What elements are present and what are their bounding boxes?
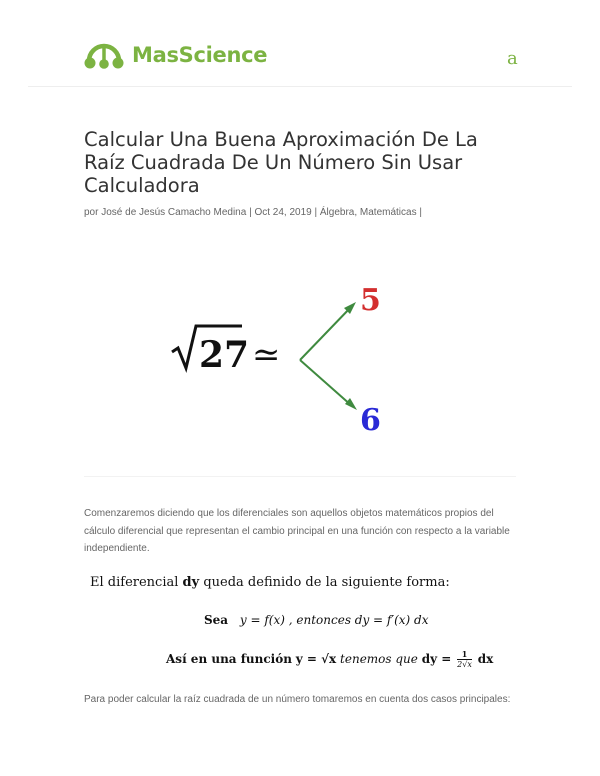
formula-asi-line [166,650,493,669]
formula-asi-text-2: tenemos que [340,652,418,666]
brand-name: MasScience [132,43,268,67]
radicand: 27 [199,334,250,376]
formula-fraction-numerator: 1 [457,650,472,660]
approx-symbol: ≃ [252,335,281,375]
formula-sea-line [204,613,429,627]
formula-asi-dx: dx [477,652,494,666]
menu-toggle[interactable]: a [507,48,518,69]
formula-sea-expr: y = f(x) , entonces dy = f′(x) dx [239,613,429,627]
post-meta: por José de Jesús Camacho Medina | Oct 24, 2019 | Álgebra, Matemáticas | [84,207,422,218]
formula-fraction-denominator: 2√x [457,660,472,669]
featured-image [150,270,440,450]
arrow-down [300,360,352,406]
headphones-logo-icon [84,40,124,70]
formula-intro-text-2: queda definido de la siguiente forma: [203,575,450,590]
formula-intro-var: dy [182,575,200,590]
formula-definition-line [90,575,450,590]
upper-value: 5 [360,283,381,318]
content-divider [84,476,516,477]
lower-value: 6 [360,403,381,438]
arrow-up [300,306,352,360]
formula-fraction [457,650,472,669]
outro-paragraph: Para poder calcular la raíz cuadrada de un número tomaremos en cuenta dos casos principales: [84,694,511,705]
formula-asi-text: Así en una función [166,652,292,666]
site-logo[interactable] [84,40,267,70]
site-header [0,0,600,86]
formula-asi-dy: dy = [421,652,452,666]
formula-intro-text: El diferencial [90,575,179,590]
formula-sea-label: Sea [204,613,229,627]
article-title: Calcular Una Buena Aproximación De La Raíz Cuadrada De Un Número Sin Usar Calculadora [84,128,478,197]
formula-asi-func: y = √x [295,652,337,666]
arrow-down-head [345,398,357,410]
intro-paragraph: Comenzaremos diciendo que los diferenciales son aquellos objetos matemáticos propios del cálculo diferencial que representan el cambio principal en una función con respecto a la variable independiente. [84,508,510,554]
header-divider [28,86,572,87]
